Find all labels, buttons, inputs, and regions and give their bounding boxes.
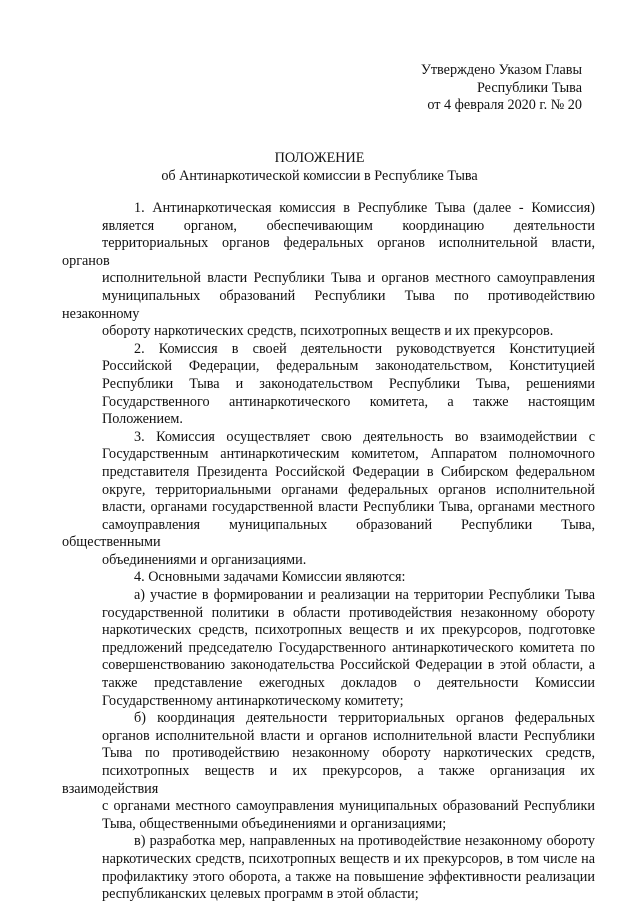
paragraph-p4 xyxy=(62,569,595,587)
paragraph-line: исполнительной власти Республики Тыва и органов местного самоуправления xyxy=(102,270,595,287)
paragraph-line: является органом, обеспечивающим координацию деятельности xyxy=(102,217,595,234)
paragraph-line: Тыва, общественными объединениями и организациями; xyxy=(102,815,447,832)
paragraph-line: республиканских целевых программ в этой области; xyxy=(102,886,419,903)
paragraph-p3 xyxy=(62,429,595,570)
paragraph-line: совершенствованию законодательства Российской Федерации в этой области, а xyxy=(102,657,595,674)
paragraph-line: Тыва по противодействию незаконному обороту наркотических средств, xyxy=(102,745,595,762)
approval-line-1: Утверждено Указом Главы xyxy=(420,62,582,78)
paragraph-p4b xyxy=(62,710,595,833)
paragraph-line: власти, органами государственной власти Республики Тыва, органами местного xyxy=(102,499,595,516)
approval-stamp xyxy=(421,62,582,115)
paragraph-line: наркотических средств, психотропных веществ и их прекурсоров, подготовке xyxy=(102,622,595,639)
title-heading: ПОЛОЖЕНИЕ xyxy=(274,150,365,166)
paragraph-line: 4. Основными задачами Комиссии являются: xyxy=(134,569,406,586)
paragraph-line: Положением. xyxy=(102,411,183,428)
approval-line-3: от 4 февраля 2020 г. № 20 xyxy=(427,97,582,113)
paragraph-line: государственной политики в области противодействия незаконному обороту xyxy=(102,604,595,621)
paragraph-p1 xyxy=(62,200,595,341)
paragraph-line: Российской Федерации, федеральным законодательством, Конституцией xyxy=(102,358,595,375)
document-title xyxy=(0,149,639,185)
paragraph-line: Республики Тыва и законодательством Республики Тыва, решениями xyxy=(102,375,595,392)
paragraph-p2 xyxy=(62,341,595,429)
paragraph-line: с органами местного самоуправления муниципальных образований Республики xyxy=(102,798,595,815)
paragraph-line: в) разработка мер, направленных на противодействие незаконному обороту xyxy=(134,833,595,850)
paragraph-line: органов исполнительной власти и органов исполнительной власти Республики xyxy=(102,727,595,744)
paragraph-p4a xyxy=(62,587,595,710)
paragraph-line: 2. Комиссия в своей деятельности руководствуется Конституцией xyxy=(134,340,595,357)
title-subheading: об Антинаркотической комиссии в Республике Тыва xyxy=(161,168,478,184)
paragraph-line: 1. Антинаркотическая комиссия в Республике Тыва (далее - Комиссия) xyxy=(134,200,595,216)
paragraph-line: предложений председателю Государственного антинаркотического комитета по xyxy=(102,639,595,656)
paragraph-line: округе, территориальными органами федеральных органов исполнительной xyxy=(102,481,595,498)
paragraph-line: муниципальных образований Республики Тыва по противодействию незаконному xyxy=(62,287,595,322)
paragraph-line: Государственного антинаркотического комитета, а также настоящим xyxy=(102,393,595,410)
paragraph-line: обороту наркотических средств, психотропных веществ и их прекурсоров. xyxy=(102,323,554,340)
paragraph-line: представителя Президента Российской Федерации в Сибирском федеральном xyxy=(102,463,595,480)
paragraph-line: наркотических средств, психотропных веществ и их прекурсоров, в том числе на xyxy=(102,850,595,867)
paragraph-line: профилактику этого оборота, а также на повышение эффективности реализации xyxy=(102,868,595,885)
paragraph-line: б) координация деятельности территориальных органов федеральных xyxy=(134,710,595,727)
document-body xyxy=(62,200,595,904)
paragraph-p4c xyxy=(62,833,595,903)
paragraph-line: самоуправления муниципальных образований Республики Тыва, общественными xyxy=(62,516,595,551)
approval-line-2: Республики Тыва xyxy=(476,79,582,96)
paragraph-line: а) участие в формировании и реализации на территории Республики Тыва xyxy=(134,587,595,604)
paragraph-line: психотропных веществ и их прекурсоров, а также организация их взаимодействия xyxy=(62,763,595,797)
paragraph-line: также представление ежегодных докладов о деятельности Комиссии xyxy=(102,675,595,692)
paragraph-line: Государственному антинаркотическому комитету; xyxy=(102,692,404,709)
paragraph-line: 3. Комиссия осуществляет свою деятельность во взаимодействии с xyxy=(134,428,595,445)
paragraph-line: объединениями и организациями. xyxy=(102,551,307,568)
paragraph-line: территориальных органов федеральных органов исполнительной власти, органов xyxy=(62,235,595,269)
paragraph-line: Государственным антинаркотическим комитетом, Аппаратом полномочного xyxy=(102,446,595,463)
